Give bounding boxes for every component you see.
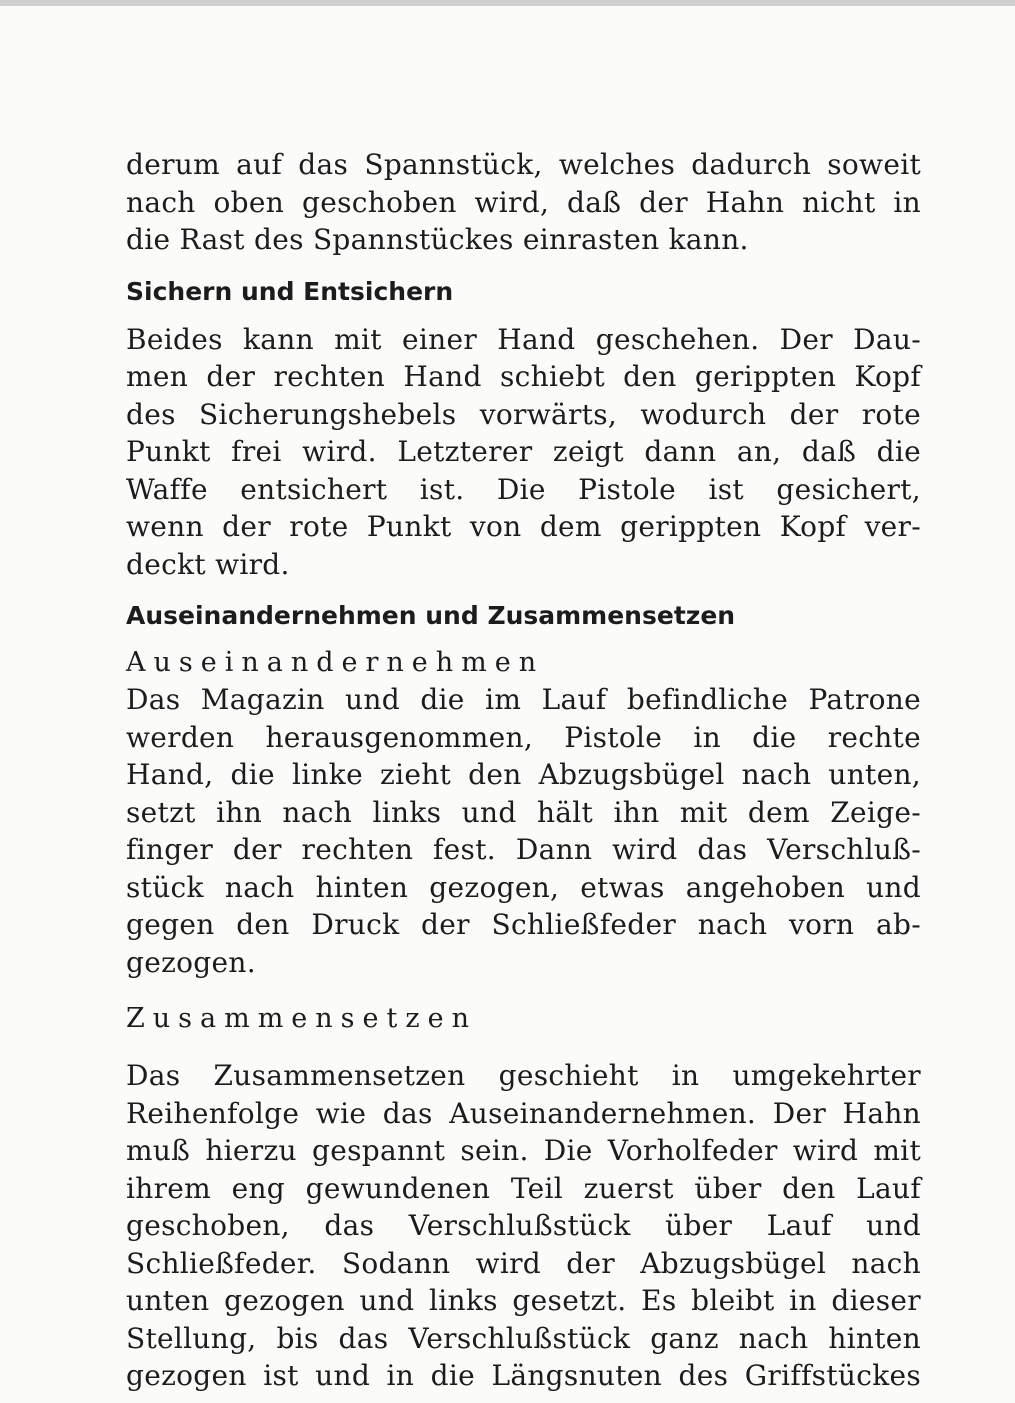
heading-sichern: Sichern und Entsichern <box>126 276 454 306</box>
text-line: Reihenfolge wie das Auseinandernehmen. Der Hahn <box>126 1096 921 1130</box>
text-line: deckt wird. <box>126 547 290 581</box>
text-line: Stellung, bis das Verschlußstück ganz nach hinten <box>126 1321 921 1355</box>
text-line: men der rechten Hand schiebt den gerippten Kopf <box>126 360 921 393</box>
page-top-edge <box>0 0 1015 6</box>
paragraph-intro <box>126 146 921 259</box>
text-line: Waffe entsichert ist. Die Pistole ist gesichert, <box>126 472 921 506</box>
heading-auseinander: Auseinandernehmen und Zusammensetzen <box>126 601 736 630</box>
text-line: setzt ihn nach links und hält ihn mit dem Zeige- <box>126 795 921 829</box>
subheading-auseinandernehmen: Auseinandernehmen <box>126 647 545 678</box>
text-line: die Rast des Spannstückes einrasten kann. <box>126 223 749 256</box>
text-line: gezogen ist und in die Längsnuten des Griffstückes <box>126 1359 921 1392</box>
text-line: wenn der rote Punkt von dem gerippten Kopf ver- <box>126 510 921 543</box>
text-line: Schließfeder. Sodann wird der Abzugsbügel nach <box>126 1246 921 1280</box>
text-line: Beides kann mit einer Hand geschehen. Der Dau- <box>126 322 921 356</box>
paragraph-zusammensetzen <box>126 1057 921 1395</box>
paragraph-sichern <box>126 321 921 584</box>
text-line: gezogen. <box>126 945 256 979</box>
text-line: derum auf das Spannstück, welches dadurch soweit <box>126 148 921 181</box>
text-line: unten gezogen und links gesetzt. Es bleibt in dieser <box>126 1284 921 1317</box>
text-line: muß hierzu gespannt sein. Die Vorholfeder wird mit <box>126 1134 921 1167</box>
text-line: des Sicherungshebels vorwärts, wodurch der rote <box>126 397 921 431</box>
text-line: nach oben geschoben wird, daß der Hahn nicht in <box>126 185 921 219</box>
text-line: ihrem eng gewundenen Teil zuerst über den Lauf <box>126 1171 921 1205</box>
paragraph-auseinandernehmen <box>126 681 921 981</box>
text-line: stück nach hinten gezogen, etwas angehoben und <box>126 870 921 904</box>
text-line: geschoben, das Verschlußstück über Lauf und <box>126 1209 921 1242</box>
text-line: Hand, die linke zieht den Abzugsbügel nach unten, <box>126 758 921 791</box>
text-line: Das Magazin und die im Lauf befindliche Patrone <box>126 683 921 716</box>
text-line: Punkt frei wird. Letzterer zeigt dann an, daß die <box>126 435 921 468</box>
document-page <box>126 146 921 1395</box>
text-line: finger der rechten fest. Dann wird das Verschluß- <box>126 833 921 866</box>
text-line: gegen den Druck der Schließfeder nach vorn ab- <box>126 908 921 941</box>
text-line: Das Zusammensetzen geschieht in umgekehrter <box>126 1059 921 1092</box>
subheading-zusammensetzen: Zusammensetzen <box>126 1003 477 1034</box>
text-line: werden herausgenommen, Pistole in die rechte <box>126 720 921 754</box>
